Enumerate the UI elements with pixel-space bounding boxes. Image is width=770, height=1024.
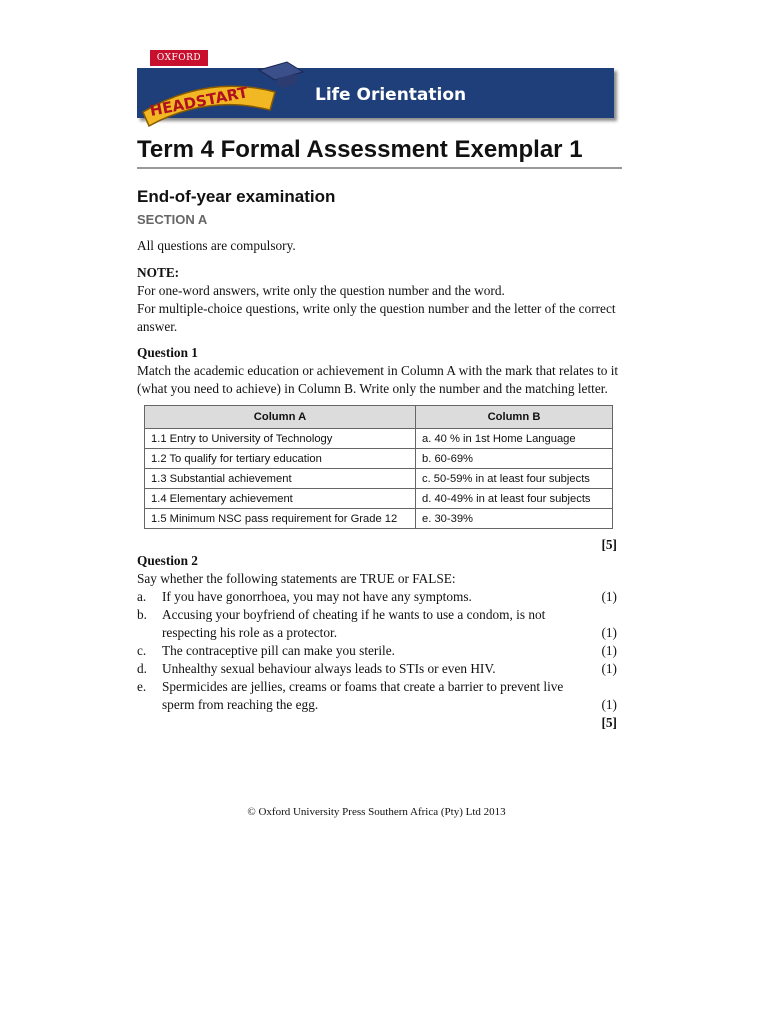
column-a-cell: 1.3 Substantial achievement [145,469,416,489]
document-subtitle: End-of-year examination [137,187,336,206]
statement-letter: b. [137,607,147,622]
statement-letter: e. [137,679,147,694]
statement-letter: a. [137,589,147,604]
column-b-cell: c. 50-59% in at least four subjects [416,469,613,489]
subject-title: Life Orientation [315,85,467,105]
question-1 [137,344,622,398]
statement-mark: (1) [601,643,617,658]
statement-letter: d. [137,661,147,676]
column-b-cell: a. 40 % in 1st Home Language [416,429,613,449]
column-a-cell: 1.4 Elementary achievement [145,489,416,509]
statement-text: Spermicides are jellies, creams or foams that create a barrier to prevent live sperm from reaching the egg. [162,679,564,712]
section-heading: SECTION A [137,212,208,227]
matching-table [144,405,613,529]
column-b-cell: e. 30-39% [416,509,613,529]
compulsory-note: All questions are compulsory. [137,238,296,253]
headstart-label: HEADSTART [148,83,250,120]
statement-mark: (1) [601,625,617,640]
question-2-instruction: Say whether the following statements are TRUE or FALSE: [137,571,456,586]
column-b-cell: d. 40-49% in at least four subjects [416,489,613,509]
statement-letter: c. [137,643,147,658]
note-line: For multiple-choice questions, write only the question number and the letter of the correct answer. [137,301,616,334]
note-line: For one-word answers, write only the question number and the word. [137,283,505,298]
table-row [145,469,613,489]
title-divider [137,167,622,169]
note-block [137,264,617,336]
table-header-row [145,406,613,429]
column-a-cell: 1.2 To qualify for tertiary education [145,449,416,469]
statement-text: The contraceptive pill can make you sterile. [162,643,395,658]
table-row [145,509,613,529]
statement-mark: (1) [601,589,617,604]
oxford-label: OXFORD [150,50,208,66]
note-heading: NOTE: [137,265,180,280]
table-row [145,489,613,509]
question-2-heading: Question 2 [137,553,198,568]
table-row [145,429,613,449]
statement-text: Unhealthy sexual behaviour always leads to STIs or even HIV. [162,661,496,676]
statement-mark: (1) [601,697,617,712]
question-1-instruction: Match the academic education or achievement in Column A with the mark that relates to it (what you need to achieve) in Column B. Write only the number and the matching letter. [137,363,619,396]
question-1-heading: Question 1 [137,345,198,360]
column-a-cell: 1.1 Entry to University of Technology [145,429,416,449]
column-b-cell: b. 60-69% [416,449,613,469]
question-1-total: [5] [601,537,617,552]
statement-text: Accusing your boyfriend of cheating if he wants to use a condom, is not respecting his role as a protector. [162,607,546,640]
table-row [145,449,613,469]
column-b-header: Column B [416,406,613,429]
column-a-cell: 1.5 Minimum NSC pass requirement for Grade 12 [145,509,416,529]
statement-mark: (1) [601,661,617,676]
statement-text: If you have gonorrhoea, you may not have any symptoms. [162,589,472,604]
copyright-footer: © Oxford University Press Southern Africa (Pty) Ltd 2013 [247,806,506,818]
document-title: Term 4 Formal Assessment Exemplar 1 [137,136,583,163]
column-a-header: Column A [145,406,416,429]
question-2-total: [5] [601,715,617,730]
question-2 [137,552,622,588]
